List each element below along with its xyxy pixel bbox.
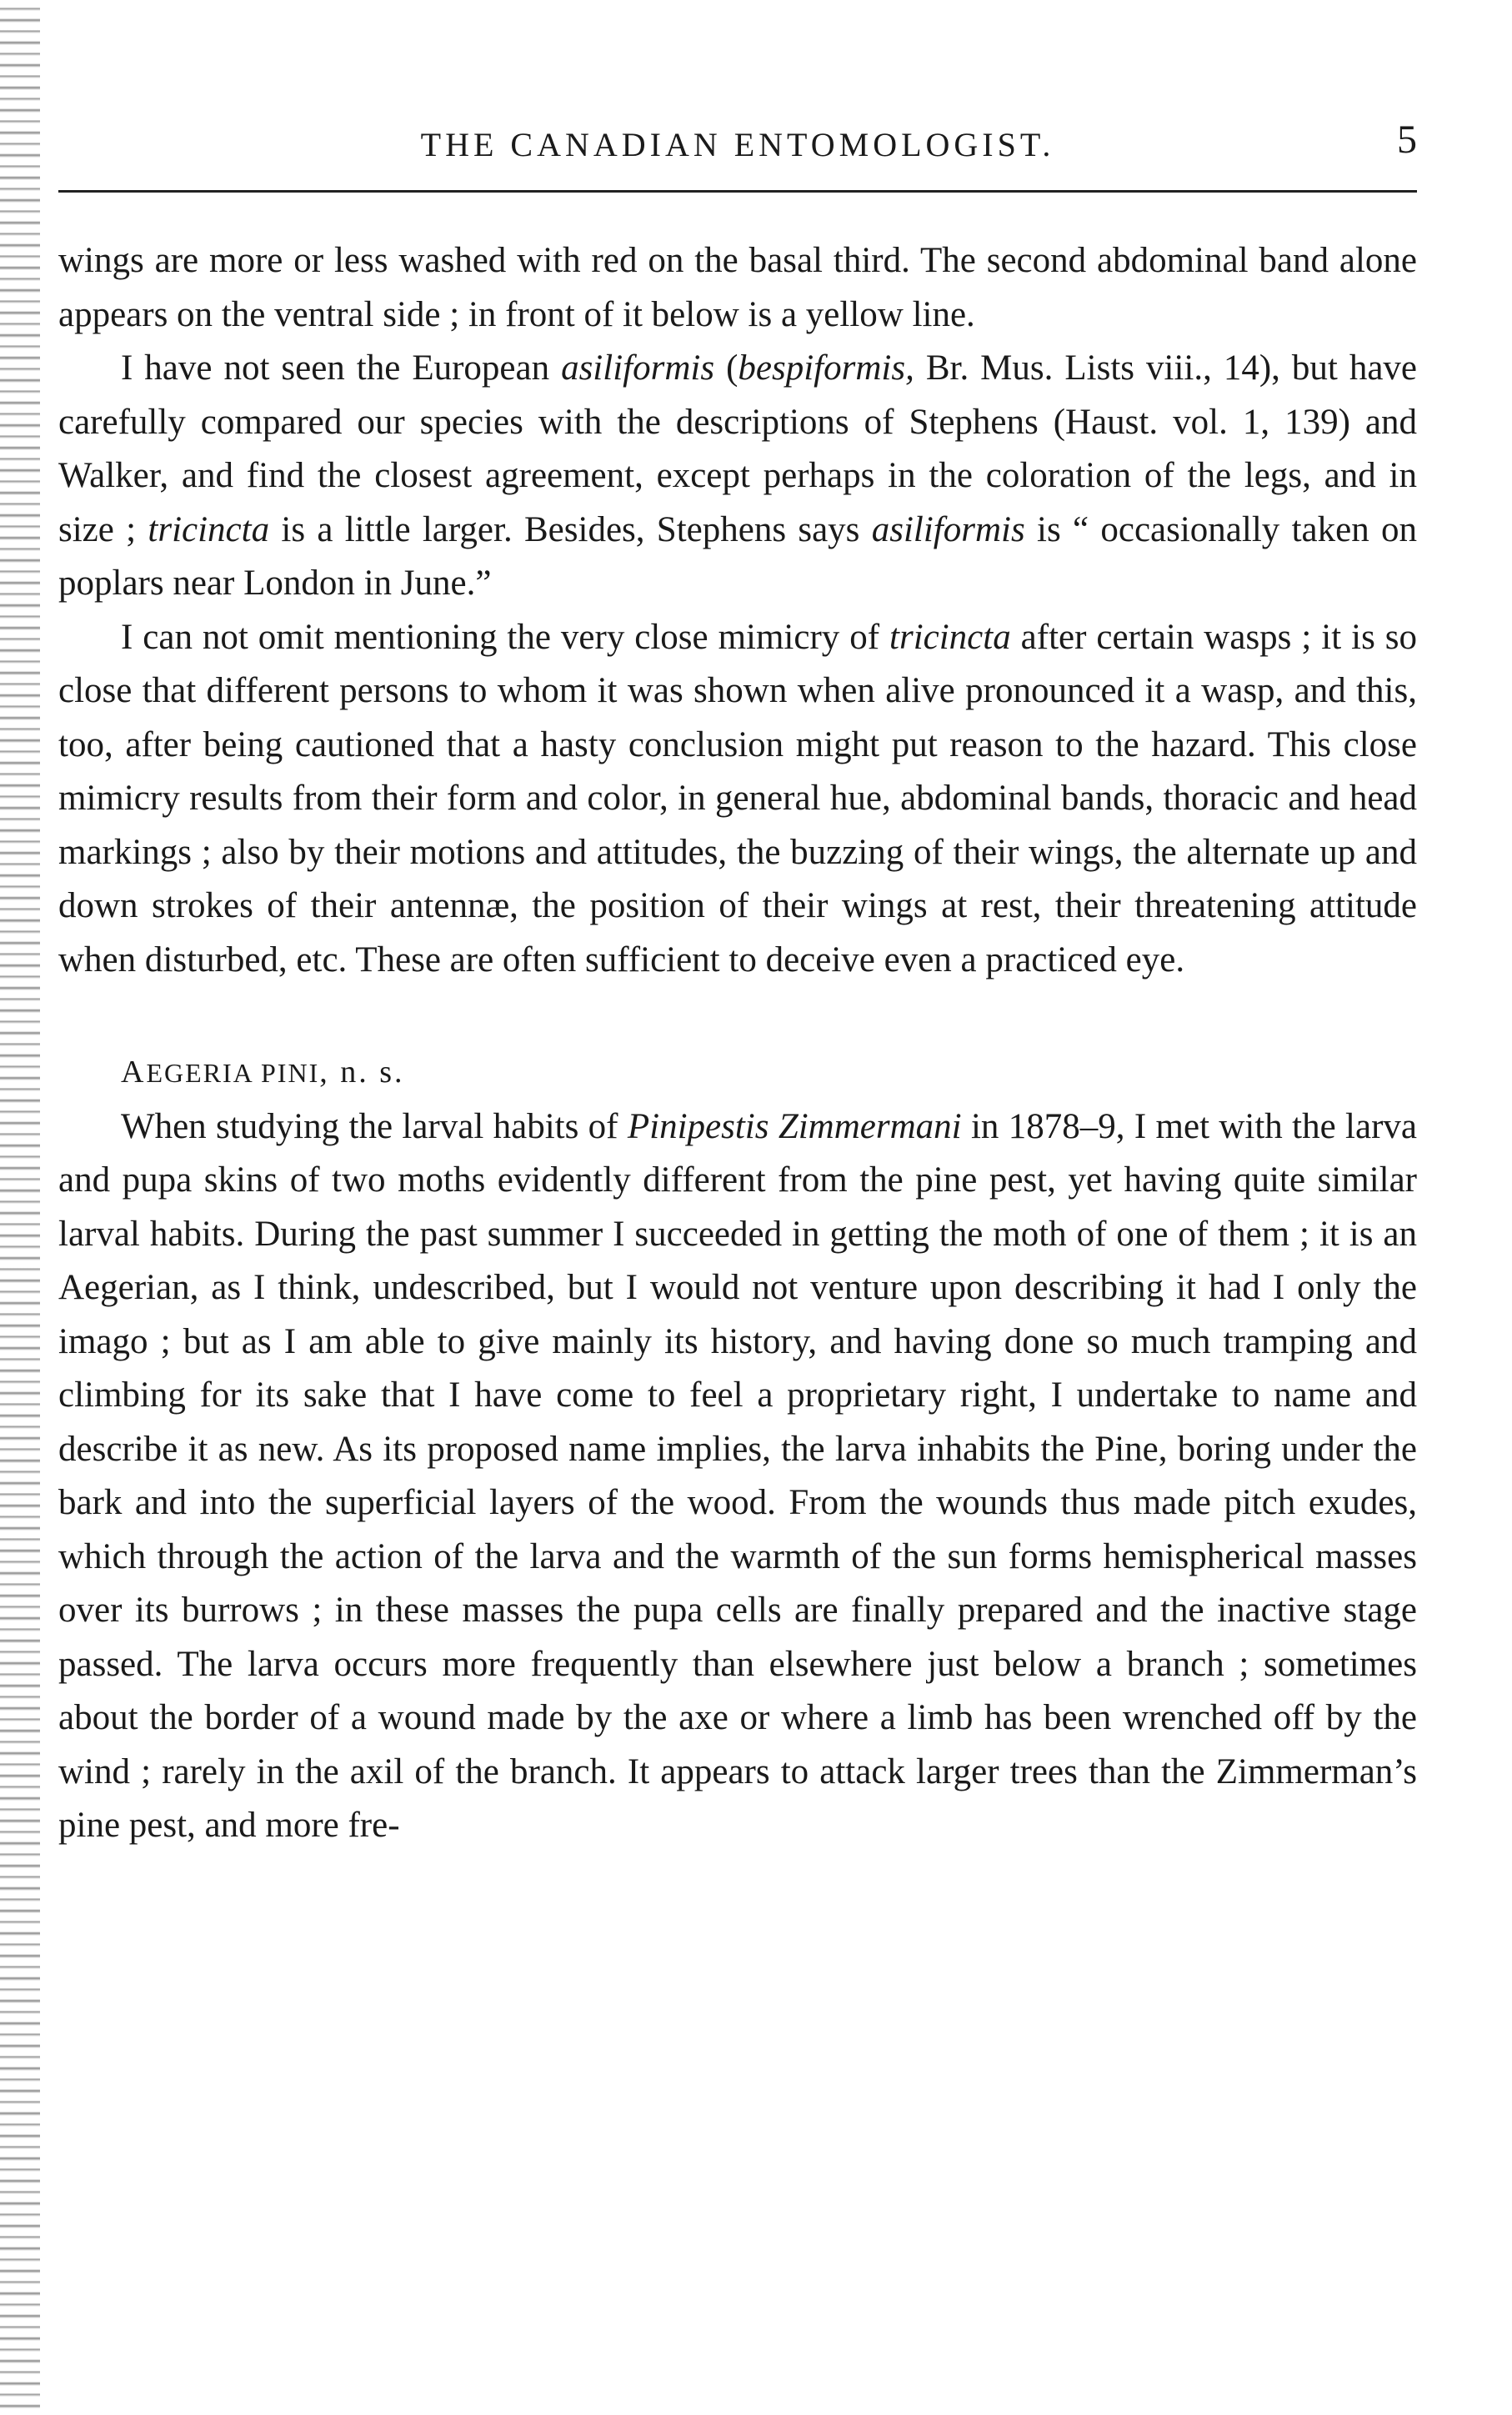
paragraph-2-italic-2: bespiformis, bbox=[738, 348, 914, 388]
section-heading-name: EGERIA PINI bbox=[146, 1058, 320, 1088]
paragraph-4-text-2: in 1878–9, I met with the larva and pupa skins of two moths evidently different from the pine pest, yet having quite similar larval habits. During the past summer I succeeded in getting the moth of one of them ; it is an Aegerian, as I think, undescribed, but I would not venture upon describing it had I only the imago ; but as I am able to give mainly its history, and having done so much tramping and climbing for its sake that I have come to feel a proprietary right, I undertake to name and describe it as new. As its proposed name implies, the larva inhabits the Pine, boring under the bark and into the superficial layers of the wood. From the wounds thus made pitch exudes, which through the action of the larva and the warmth of the sun forms hemispherical masses over its burrows ; in these masses the pupa cells are finally prepared and the inactive stage passed. The larva occurs more frequently than elsewhere just below a branch ; sometimes about the border of a wound made by the axe or where a limb has been wrenched off by the wind ; rarely in the axil of the branch. It appears to attack larger trees than the Zimmerman’s pine pest, and more fre- bbox=[58, 1106, 1417, 1845]
paragraph-3-text-2: after certain wasps ; it is so close that different persons to whom it was shown when alive pronounced it a wasp, and this, too, after being cautioned that a hasty conclusion might put reason to the hazard. This close mimicry results from their form and color, in general hue, abdominal bands, thoracic and head markings ; also by their motions and attitudes, the buzzing of their wings, the alternate up and down strokes of their antennæ, the position of their wings at rest, their threatening attitude when disturbed, etc. These are often sufficient to deceive even a practiced eye. bbox=[58, 617, 1417, 980]
running-head: THE CANADIAN ENTOMOLOGIST. bbox=[420, 126, 1055, 163]
paragraph-3-text-1: I can not omit mentioning the very close mimicry of bbox=[121, 617, 890, 657]
paragraph-4-text-1: When studying the larval habits of bbox=[121, 1106, 628, 1146]
paragraph-3-italic-1: tricincta bbox=[889, 617, 1011, 657]
page bbox=[58, 100, 1417, 1853]
paragraph-2-text-1: I have not seen the European bbox=[121, 348, 562, 388]
section-heading-suffix: , n. s. bbox=[319, 1055, 405, 1090]
paragraph-2-italic-3: tricincta bbox=[148, 509, 270, 549]
section-heading-initial: A bbox=[121, 1055, 147, 1090]
body-text bbox=[58, 234, 1417, 1853]
paragraph-2-text-2: ( bbox=[714, 348, 738, 388]
paragraph-4-italic-1: Pinipestis Zimmermani bbox=[627, 1106, 962, 1146]
page-number: 5 bbox=[1397, 118, 1417, 162]
paragraph-2-italic-1: asiliformis bbox=[561, 348, 715, 388]
paragraph-2-italic-4: asiliformis bbox=[871, 509, 1025, 549]
page-header bbox=[58, 100, 1417, 175]
binding-edge bbox=[0, 0, 40, 2415]
paragraph-1: wings are more or less washed with red on the basal third. The second abdominal band alone appears on the ventral side ; in front of it below is a yellow line. bbox=[58, 241, 1417, 334]
paragraph-4 bbox=[58, 1100, 1417, 1853]
paragraph-2-text-3: Br. Mus. Lists viii., 14), but have carefully compared our species with the descriptions of Stephens (Haust. vol. 1, 139) and Walker, and find the closest agreement, except perhaps in the coloration of the legs, and in size ; bbox=[58, 348, 1418, 549]
section-heading bbox=[58, 1045, 1417, 1100]
header-rule bbox=[58, 190, 1417, 193]
paragraph-2 bbox=[58, 342, 1417, 611]
paragraph-2-text-4: is a little larger. Besides, Stephens says bbox=[269, 509, 872, 549]
paragraph-3 bbox=[58, 611, 1417, 988]
paragraph-2-text-5: is “ occasionally taken on poplars near London in June.” bbox=[58, 509, 1417, 603]
